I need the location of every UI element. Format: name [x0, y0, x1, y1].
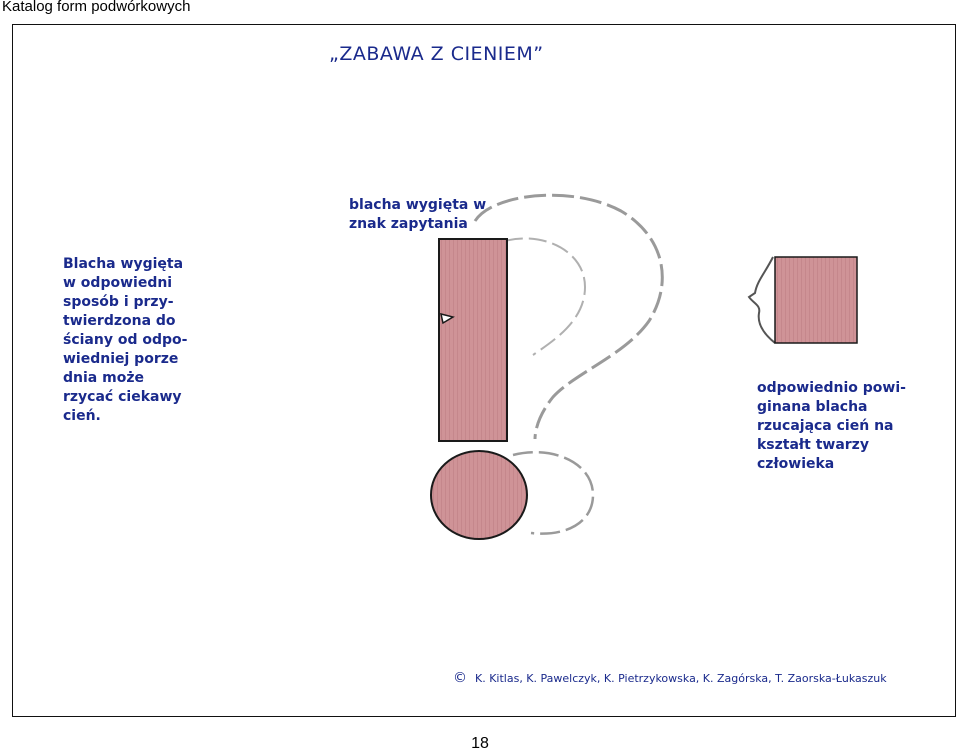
page-header-title: Katalog form podwórkowych: [2, 0, 191, 15]
face-profile-sheet-edge: [749, 257, 775, 343]
question-mark-caption: blacha wygięta w znak zapytania: [349, 197, 487, 232]
scanned-drawing-sheet: [12, 24, 956, 717]
face-shadow-sheet: [775, 257, 857, 343]
question-mark-bar-sheet: [439, 239, 507, 441]
sheet-title: „ZABAWA Z CIENIEM”: [329, 43, 544, 65]
copyright-authors: K. Kitlas, K. Pawelczyk, K. Pietrzykowska, K. Zagórska, T. Zaorska-Łukaszuk: [475, 672, 887, 685]
left-description: Blacha wygięta w odpowiedni sposób i przy- twierdzona do ściany od odpo- wiedniej porze dnia może rzycać ciekawy cień.: [63, 256, 188, 424]
page-number: 18: [471, 735, 489, 752]
copyright-line: [453, 670, 887, 686]
question-mark-dot-sheet: [431, 451, 527, 539]
copyright-icon: ©: [453, 670, 467, 686]
question-mark-shadow-inner: [505, 238, 585, 355]
face-caption: odpowiednio powi- ginana blacha rzucająca cień na kształt twarzy człowieka: [757, 380, 906, 472]
